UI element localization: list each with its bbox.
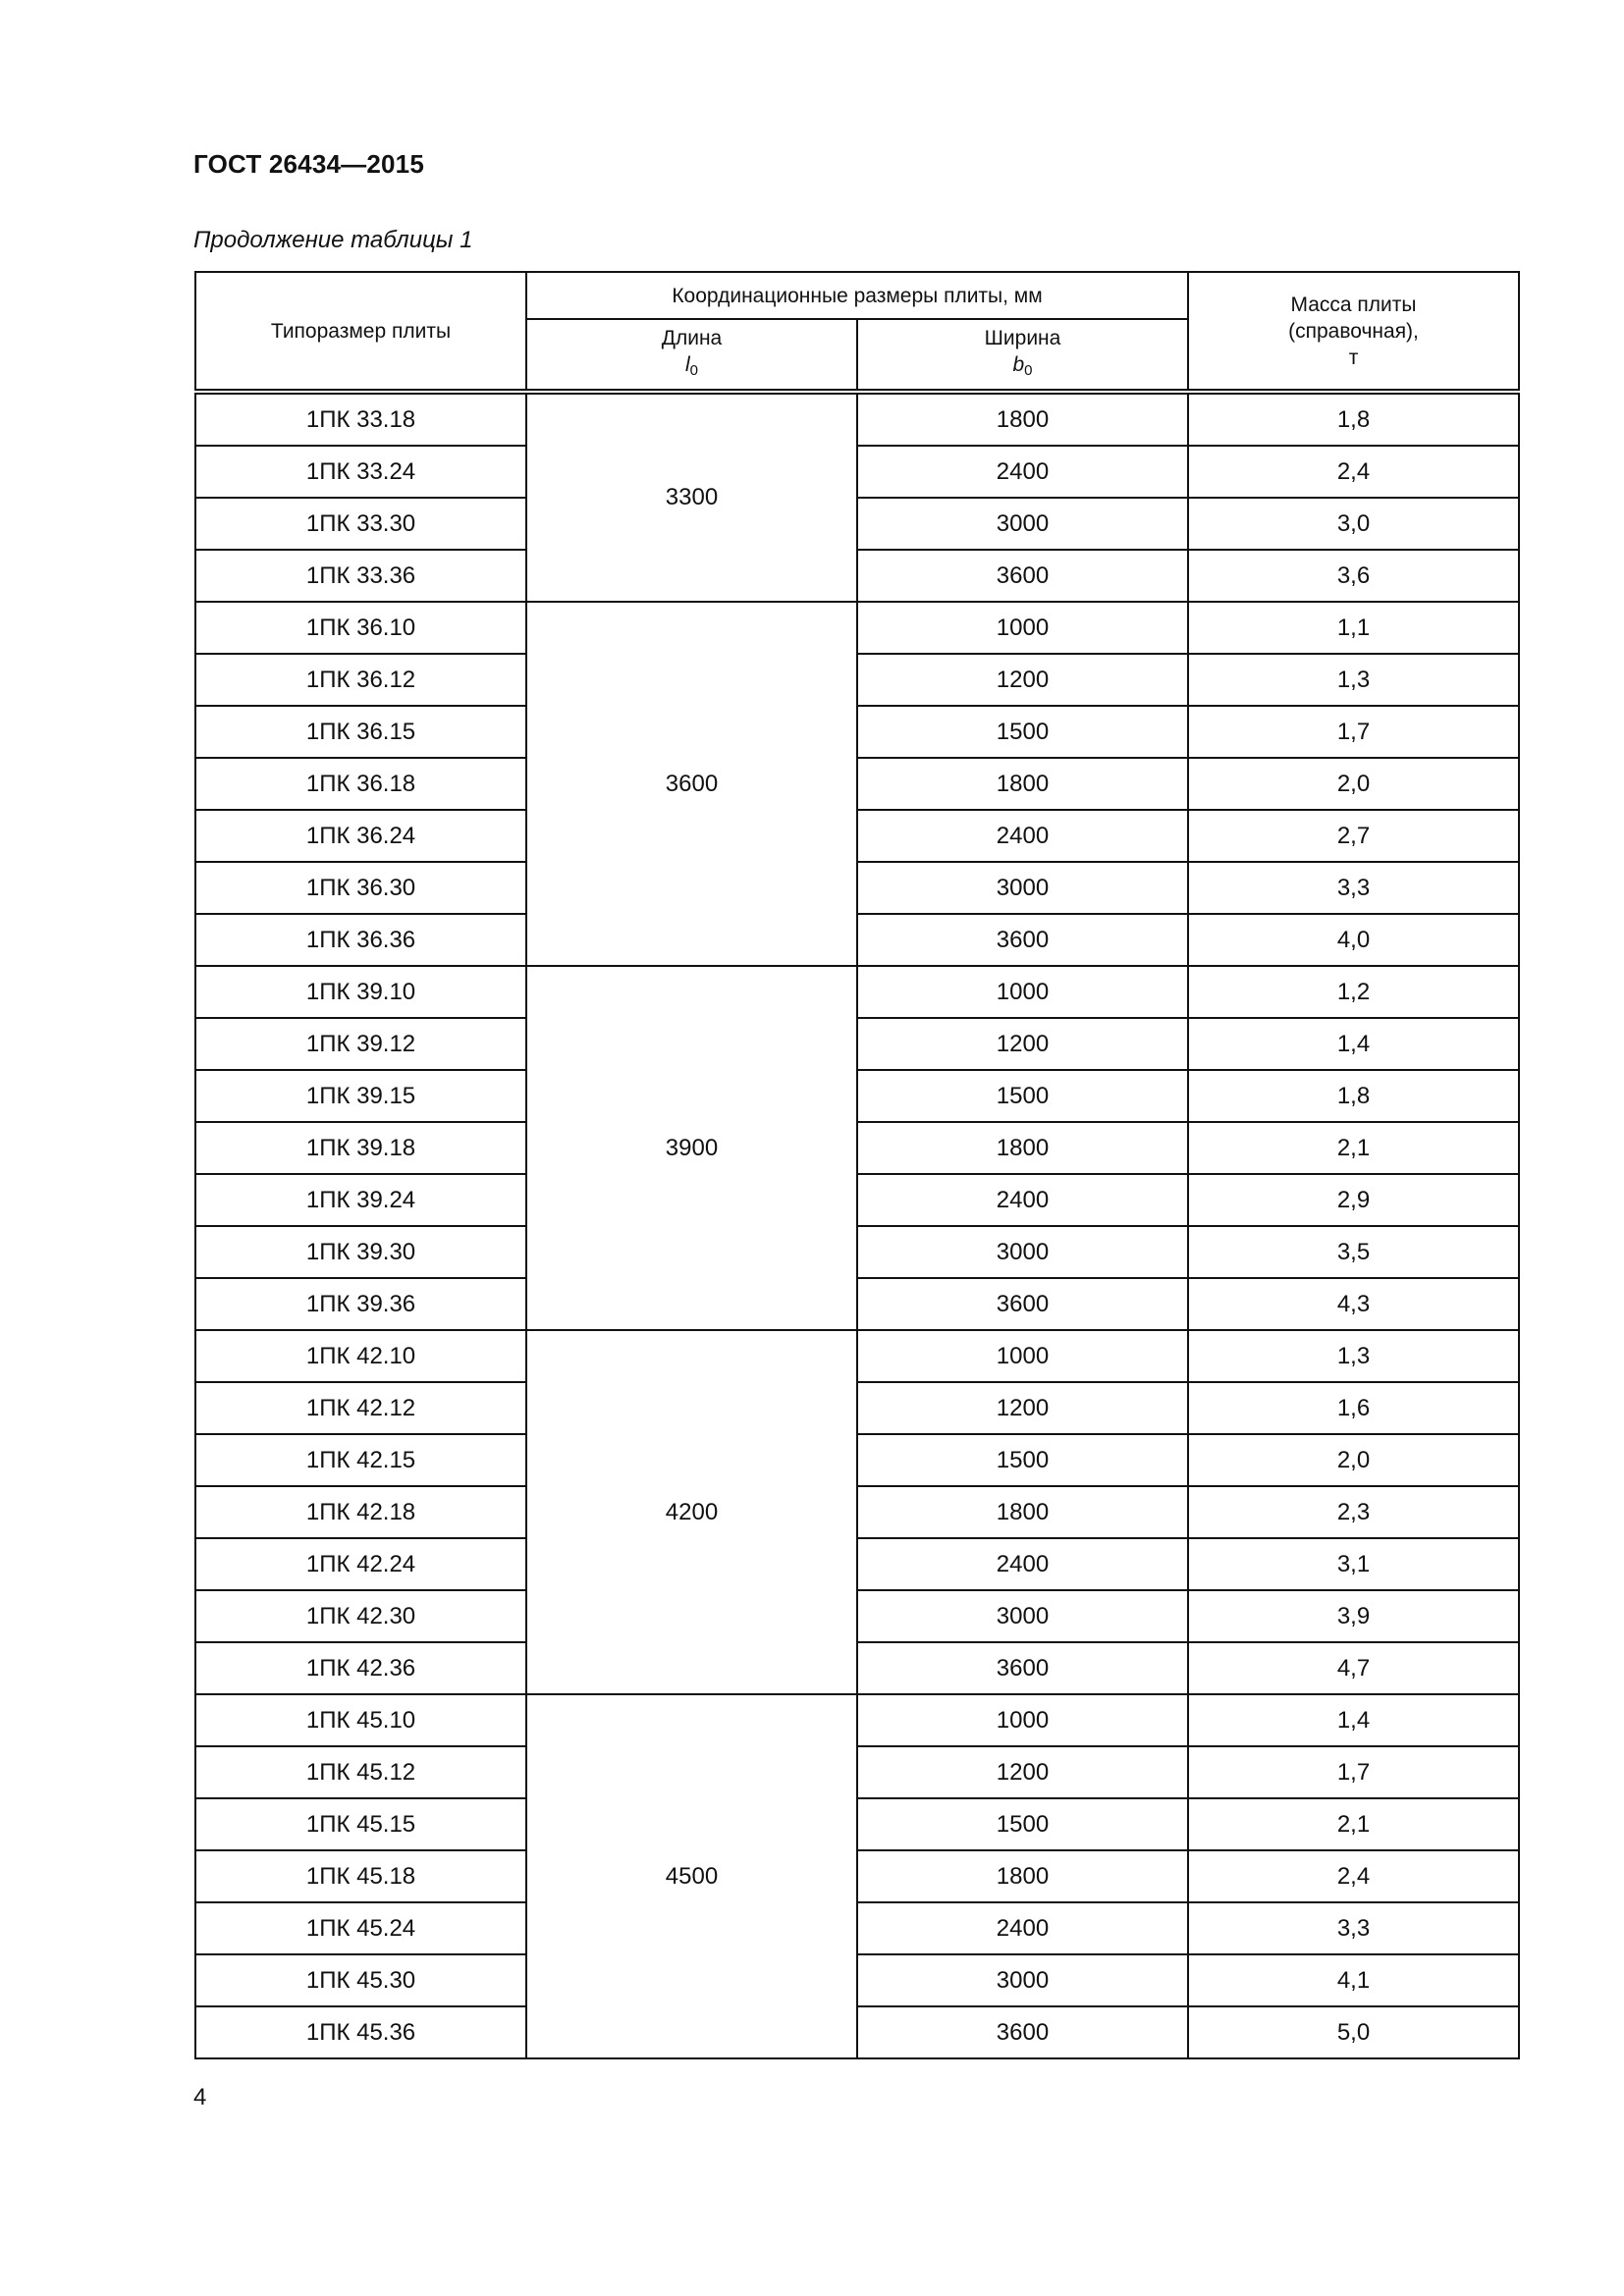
cell-mass: 2,3 xyxy=(1188,1486,1519,1538)
cell-size: 1ПК 36.10 xyxy=(195,602,526,654)
cell-size: 1ПК 45.12 xyxy=(195,1746,526,1798)
cell-width: 3000 xyxy=(857,1590,1188,1642)
table-row xyxy=(195,1486,1519,1538)
cell-mass: 2,7 xyxy=(1188,810,1519,862)
cell-size: 1ПК 45.36 xyxy=(195,2006,526,2058)
cell-mass: 3,6 xyxy=(1188,550,1519,602)
cell-size: 1ПК 36.15 xyxy=(195,706,526,758)
cell-width: 1200 xyxy=(857,654,1188,706)
cell-width: 1500 xyxy=(857,1434,1188,1486)
cell-size: 1ПК 33.18 xyxy=(195,392,526,446)
cell-size: 1ПК 36.36 xyxy=(195,914,526,966)
header-width xyxy=(857,319,1188,392)
table-row xyxy=(195,862,1519,914)
table-row xyxy=(195,810,1519,862)
cell-mass: 2,1 xyxy=(1188,1122,1519,1174)
cell-mass: 2,4 xyxy=(1188,1850,1519,1902)
cell-width: 1200 xyxy=(857,1382,1188,1434)
cell-size: 1ПК 45.18 xyxy=(195,1850,526,1902)
cell-length: 3300 xyxy=(526,392,857,602)
table-row xyxy=(195,1694,1519,1746)
cell-width: 1800 xyxy=(857,758,1188,810)
cell-mass: 4,0 xyxy=(1188,914,1519,966)
cell-width: 3000 xyxy=(857,498,1188,550)
cell-width: 1800 xyxy=(857,1122,1188,1174)
cell-mass: 1,1 xyxy=(1188,602,1519,654)
cell-size: 1ПК 36.12 xyxy=(195,654,526,706)
table-row xyxy=(195,1902,1519,1954)
cell-width: 1800 xyxy=(857,1850,1188,1902)
cell-width: 1000 xyxy=(857,1330,1188,1382)
cell-mass: 1,8 xyxy=(1188,1070,1519,1122)
cell-width: 1200 xyxy=(857,1746,1188,1798)
cell-size: 1ПК 39.30 xyxy=(195,1226,526,1278)
header-length-symbol: l xyxy=(684,353,690,376)
table-row xyxy=(195,498,1519,550)
cell-size: 1ПК 45.24 xyxy=(195,1902,526,1954)
cell-mass: 4,3 xyxy=(1188,1278,1519,1330)
cell-size: 1ПК 36.18 xyxy=(195,758,526,810)
cell-size: 1ПК 42.10 xyxy=(195,1330,526,1382)
cell-size: 1ПК 45.10 xyxy=(195,1694,526,1746)
cell-width: 1500 xyxy=(857,1798,1188,1850)
table-row xyxy=(195,1174,1519,1226)
table-row xyxy=(195,1330,1519,1382)
cell-mass: 1,4 xyxy=(1188,1694,1519,1746)
table-row xyxy=(195,602,1519,654)
cell-length: 4200 xyxy=(526,1330,857,1694)
header-length-label: Длина xyxy=(661,327,723,349)
table-row xyxy=(195,1798,1519,1850)
table-row xyxy=(195,1538,1519,1590)
cell-width: 1000 xyxy=(857,602,1188,654)
table-row xyxy=(195,1226,1519,1278)
header-coord-group-label: Координационные размеры плиты, мм xyxy=(672,284,1043,307)
table-row xyxy=(195,706,1519,758)
cell-size: 1ПК 42.12 xyxy=(195,1382,526,1434)
cell-mass: 1,4 xyxy=(1188,1018,1519,1070)
cell-size: 1ПК 33.30 xyxy=(195,498,526,550)
cell-size: 1ПК 42.36 xyxy=(195,1642,526,1694)
table-row xyxy=(195,392,1519,446)
table-row xyxy=(195,1850,1519,1902)
cell-width: 2400 xyxy=(857,446,1188,498)
cell-mass: 1,7 xyxy=(1188,1746,1519,1798)
cell-mass: 2,0 xyxy=(1188,1434,1519,1486)
cell-width: 2400 xyxy=(857,1902,1188,1954)
header-mass-line2: (справочная), xyxy=(1288,319,1419,343)
cell-mass: 1,7 xyxy=(1188,706,1519,758)
cell-mass: 2,9 xyxy=(1188,1174,1519,1226)
cell-length: 3900 xyxy=(526,966,857,1330)
table-row xyxy=(195,914,1519,966)
cell-size: 1ПК 33.24 xyxy=(195,446,526,498)
cell-mass: 3,5 xyxy=(1188,1226,1519,1278)
page-number: 4 xyxy=(193,2084,207,2110)
cell-mass: 5,0 xyxy=(1188,2006,1519,2058)
cell-width: 1500 xyxy=(857,706,1188,758)
table-row xyxy=(195,1122,1519,1174)
cell-width: 1000 xyxy=(857,1694,1188,1746)
cell-size: 1ПК 39.18 xyxy=(195,1122,526,1174)
cell-mass: 2,0 xyxy=(1188,758,1519,810)
cell-mass: 3,3 xyxy=(1188,862,1519,914)
cell-width: 1500 xyxy=(857,1070,1188,1122)
cell-mass: 2,1 xyxy=(1188,1798,1519,1850)
cell-width: 3600 xyxy=(857,914,1188,966)
cell-size: 1ПК 39.24 xyxy=(195,1174,526,1226)
cell-size: 1ПК 33.36 xyxy=(195,550,526,602)
table-row xyxy=(195,2006,1519,2058)
table-row xyxy=(195,1382,1519,1434)
cell-size: 1ПК 36.24 xyxy=(195,810,526,862)
document-code: ГОСТ 26434—2015 xyxy=(193,149,424,179)
cell-width: 3600 xyxy=(857,2006,1188,2058)
header-width-symbol: b xyxy=(1012,353,1025,376)
cell-width: 3000 xyxy=(857,1954,1188,2006)
header-size-label: Типоразмер плиты xyxy=(270,319,452,343)
cell-length: 4500 xyxy=(526,1694,857,2058)
cell-width: 2400 xyxy=(857,1538,1188,1590)
cell-size: 1ПК 39.10 xyxy=(195,966,526,1018)
cell-mass: 3,3 xyxy=(1188,1902,1519,1954)
table-row xyxy=(195,1954,1519,2006)
cell-mass: 1,8 xyxy=(1188,392,1519,446)
cell-mass: 3,0 xyxy=(1188,498,1519,550)
cell-size: 1ПК 42.18 xyxy=(195,1486,526,1538)
cell-width: 3600 xyxy=(857,1642,1188,1694)
header-width-label: Ширина xyxy=(984,327,1061,349)
table-body xyxy=(195,392,1519,2058)
cell-mass: 4,1 xyxy=(1188,1954,1519,2006)
cell-length: 3600 xyxy=(526,602,857,966)
cell-mass: 1,3 xyxy=(1188,1330,1519,1382)
table-row xyxy=(195,1018,1519,1070)
cell-width: 1800 xyxy=(857,392,1188,446)
table-row xyxy=(195,446,1519,498)
header-length-subscript: 0 xyxy=(689,362,698,379)
table-row xyxy=(195,1278,1519,1330)
header-mass xyxy=(1188,272,1519,392)
table-row xyxy=(195,654,1519,706)
cell-width: 3600 xyxy=(857,550,1188,602)
cell-mass: 1,2 xyxy=(1188,966,1519,1018)
cell-width: 3000 xyxy=(857,1226,1188,1278)
header-mass-line3: т xyxy=(1348,346,1359,369)
cell-size: 1ПК 42.24 xyxy=(195,1538,526,1590)
cell-mass: 4,7 xyxy=(1188,1642,1519,1694)
cell-width: 2400 xyxy=(857,810,1188,862)
cell-width: 1200 xyxy=(857,1018,1188,1070)
cell-mass: 3,1 xyxy=(1188,1538,1519,1590)
cell-mass: 1,6 xyxy=(1188,1382,1519,1434)
cell-size: 1ПК 42.30 xyxy=(195,1590,526,1642)
cell-size: 1ПК 36.30 xyxy=(195,862,526,914)
table-row xyxy=(195,1746,1519,1798)
table-row xyxy=(195,966,1519,1018)
cell-size: 1ПК 39.12 xyxy=(195,1018,526,1070)
table-row xyxy=(195,1070,1519,1122)
table-row xyxy=(195,1434,1519,1486)
cell-size: 1ПК 45.30 xyxy=(195,1954,526,2006)
cell-size: 1ПК 42.15 xyxy=(195,1434,526,1486)
cell-mass: 2,4 xyxy=(1188,446,1519,498)
header-coord-group xyxy=(526,272,1188,319)
cell-width: 1000 xyxy=(857,966,1188,1018)
table-row xyxy=(195,1590,1519,1642)
cell-size: 1ПК 39.36 xyxy=(195,1278,526,1330)
cell-width: 3600 xyxy=(857,1278,1188,1330)
slab-sizes-table xyxy=(194,271,1520,2059)
header-size xyxy=(195,272,526,392)
table-row xyxy=(195,1642,1519,1694)
header-length xyxy=(526,319,857,392)
cell-mass: 3,9 xyxy=(1188,1590,1519,1642)
cell-size: 1ПК 39.15 xyxy=(195,1070,526,1122)
cell-width: 2400 xyxy=(857,1174,1188,1226)
table-row xyxy=(195,758,1519,810)
cell-size: 1ПК 45.15 xyxy=(195,1798,526,1850)
cell-width: 3000 xyxy=(857,862,1188,914)
header-mass-line1: Масса плиты xyxy=(1290,293,1417,316)
cell-mass: 1,3 xyxy=(1188,654,1519,706)
header-width-subscript: 0 xyxy=(1024,362,1033,379)
cell-width: 1800 xyxy=(857,1486,1188,1538)
table-row xyxy=(195,550,1519,602)
table-caption: Продолжение таблицы 1 xyxy=(193,227,473,253)
